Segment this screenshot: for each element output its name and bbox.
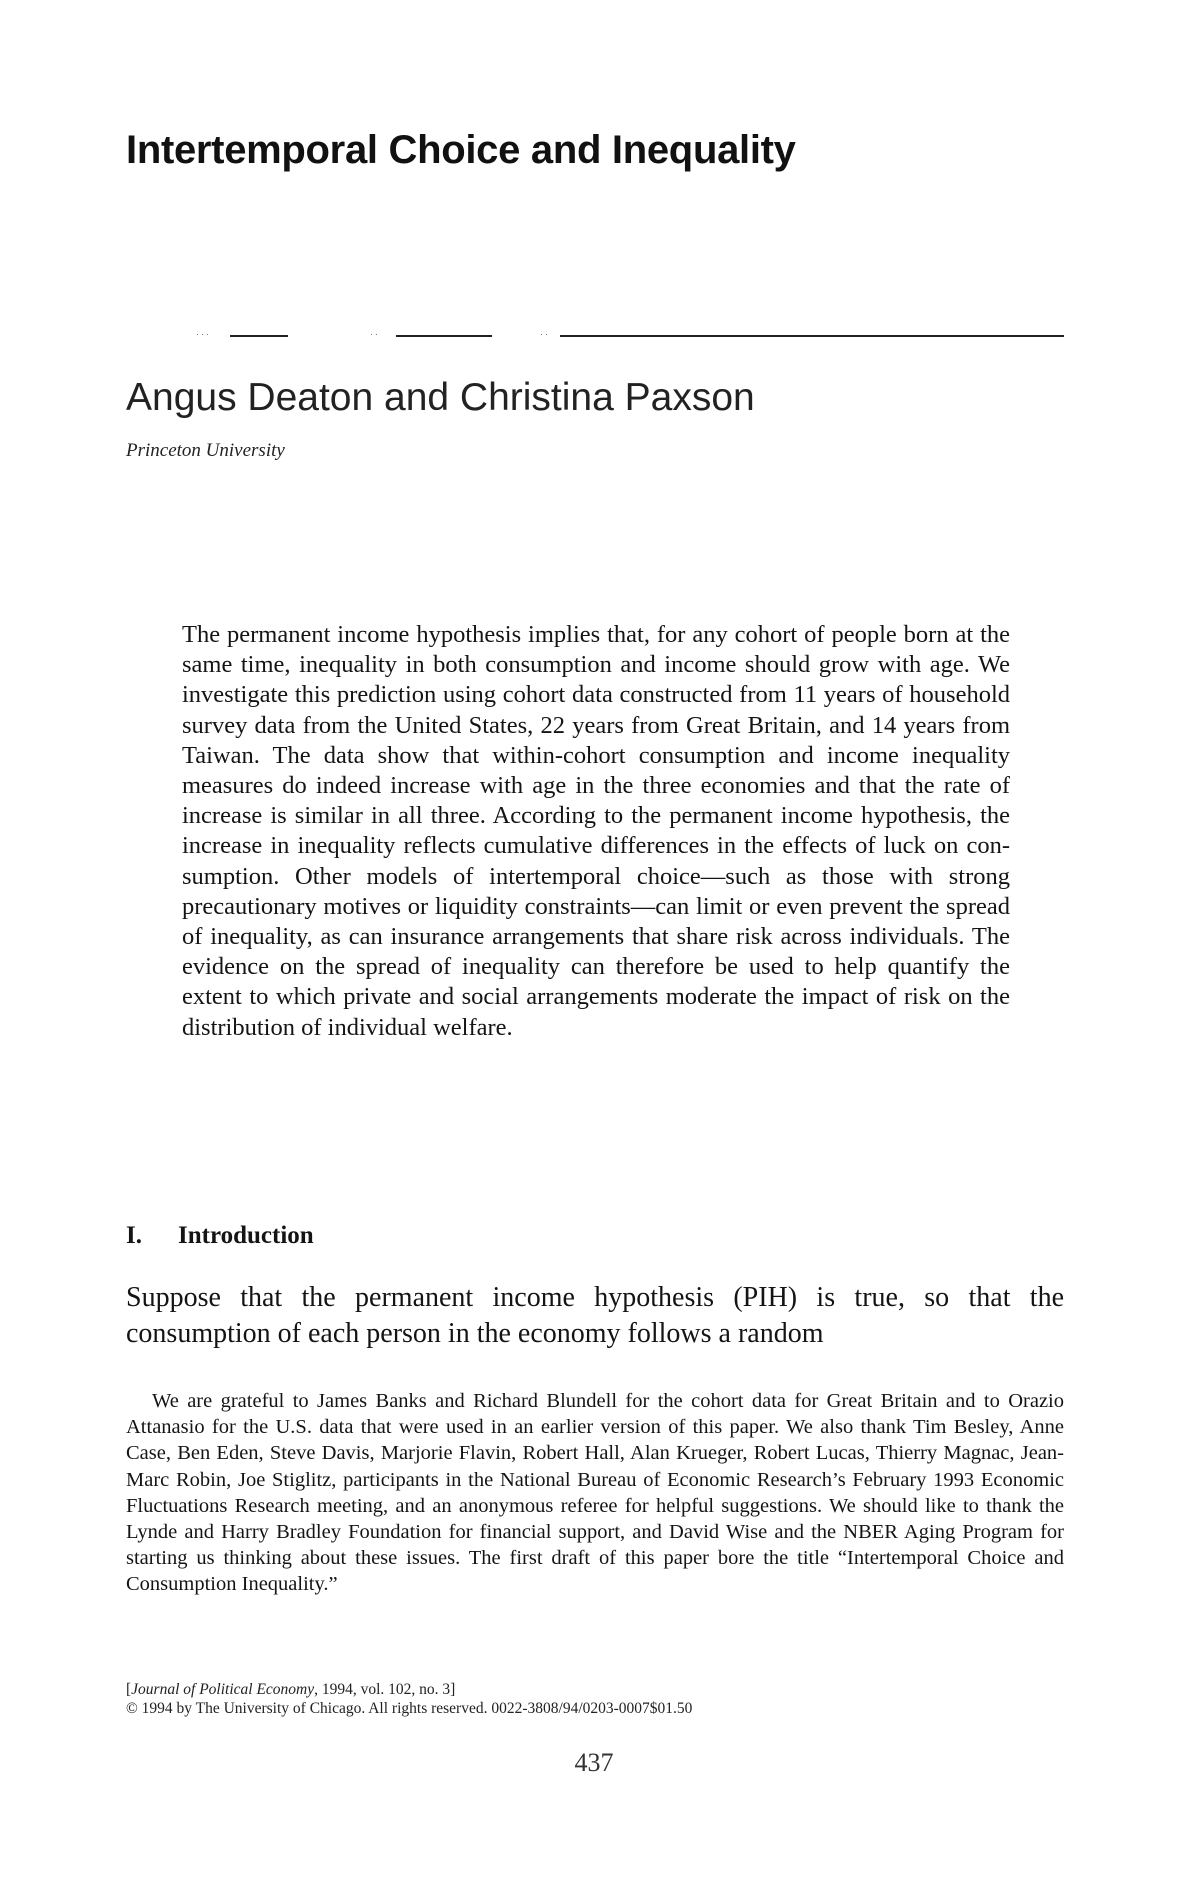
author-affiliation: Princeton University [126,440,285,461]
title-separator-rules [196,328,1064,338]
section-title: Introduction [178,1222,314,1249]
intro-paragraph: Suppose that the permanent income hypothesis (PIH) is true, so that the consumption of each person in the economy follows a random [126,1282,1064,1349]
rule-segment-1 [230,335,288,337]
rule-segment-3 [560,335,1064,337]
section-heading [126,1222,314,1250]
abstract: The permanent income hypothesis implies that, for any cohort of people born at the same time, inequality in both consumption and income should grow with age. We investigate this prediction using cohort data constructed from 11 years of household survey data from the United States, 22 years from Great Britain, and 14 years from Taiwan. The data show that within-cohort consumption and income inequality measures do indeed increase with age in the three economies and that the rate of increase is similar in all three. According to the permanent income hypothesis, the increase in inequality reflects cumulative differences in the effects of luck on consumption. Other models of intertemporal choice—such as those with strong precautionary motives or liquidity constraints—can limit or even prevent the spread of inequality, as can insurance arrangements that share risk across individuals. The evidence on the spread of inequality can therefore be used to help quantify the extent to which private and social arrangements moderate the impact of risk on the distribution of individual welfare. [182,621,1010,1041]
journal-name: Journal of Political Economy [131,1681,315,1698]
article-title: Intertemporal Choice and Inequality [126,128,796,172]
rule-segment-2 [396,335,492,337]
acknowledgment-footnote: We are grateful to James Banks and Richard Blundell for the cohort data for Great Britain and to Orazio Attanasio for the U.S. data that were used in an earlier version of this paper. We also thank Tim Besley, Anne Case, Ben Eden, Steve Davis, Marjorie Flavin, Robert Hall, Alan Krueger, Robert Lucas, Thierry Magnac, Jean-Marc Robin, Joe Stiglitz, participants in the National Bureau of Economic Research’s February 1993 Economic Fluctuations Research meeting, and an anonymous referee for helpful suggestions. We should like to thank the Lynde and Harry Bradley Foundation for financial support, and David Wise and the NBER Aging Program for starting us thinking about these issues. The first draft of this paper bore the title “Intertemporal Choice and Consumption Inequality.” [126,1390,1064,1596]
page-number: 437 [574,1748,614,1777]
rule-dots-2: ·· [370,329,380,339]
rule-dots-1: ··· [196,329,211,339]
publication-info [126,1680,1064,1718]
copyright-line: © 1994 by The University of Chicago. All rights reserved. 0022-3808/94/0203-0007$01.50 [126,1700,693,1717]
journal-details: , 1994, vol. 102, no. 3] [314,1681,456,1698]
article-authors: Angus Deaton and Christina Paxson [126,376,755,419]
journal-citation [126,1680,1064,1699]
citation-bracket: [ [126,1681,132,1698]
section-number: I. [126,1222,142,1249]
rule-dots-3: ·· [540,329,550,339]
